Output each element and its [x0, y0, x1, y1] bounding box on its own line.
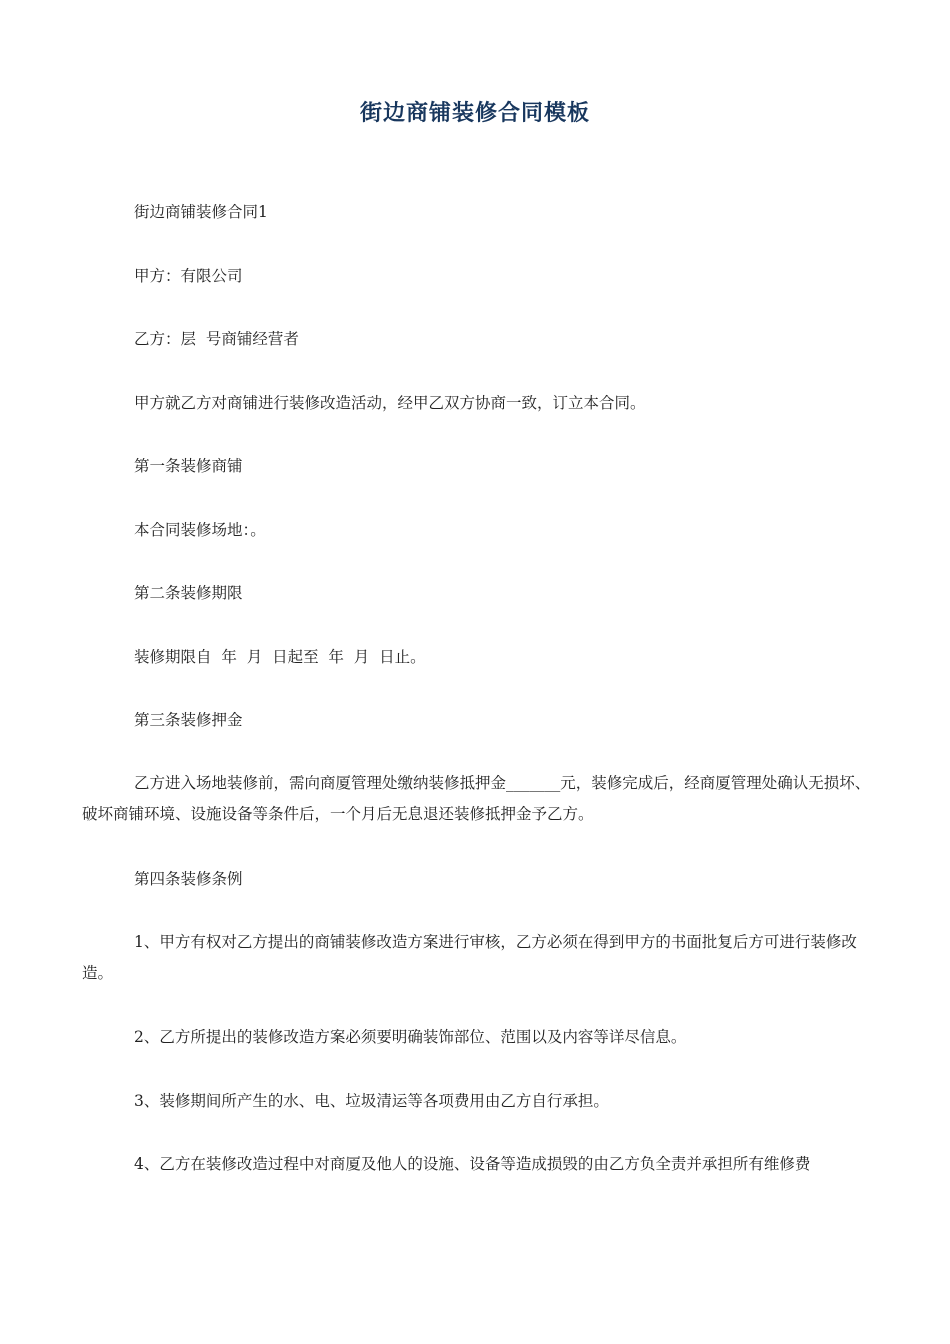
party-a: 甲方：有限公司: [134, 267, 243, 285]
article-1-heading: 第一条装修商铺: [134, 457, 243, 475]
article-4-item-3: 3、装修期间所产生的水、电、垃圾清运等各项费用由乙方自行承担。: [134, 1092, 609, 1110]
article-1-text: 本合同装修场地：。: [134, 521, 266, 539]
article-2-text: 装修期限自 年 月 日起至 年 月 日止。: [134, 648, 426, 666]
article-3-heading: 第三条装修押金: [134, 711, 243, 729]
party-b: 乙方：层 号商铺经营者: [134, 330, 299, 348]
preamble: 甲方就乙方对商铺进行装修改造活动，经甲乙双方协商一致，订立本合同。: [134, 394, 646, 412]
article-4-heading: 第四条装修条例: [134, 870, 243, 888]
article-4-item-2: 2、乙方所提出的装修改造方案必须要明确装饰部位、范围以及内容等详尽信息。: [134, 1028, 687, 1046]
article-4-item-1: 1、甲方有权对乙方提出的商铺装修改造方案进行审核，乙方必须在得到甲方的书面批复后方可进行装修改造。: [82, 933, 857, 982]
article-3-text: 乙方进入场地装修前，需向商厦管理处缴纳装修抵押金_______元，装修完成后，经商厦管理处确认无损坏、破坏商铺环境、设施设备等条件后，一个月后无息退还装修抵押金予乙方。: [82, 774, 871, 823]
article-2-heading: 第二条装修期限: [134, 584, 243, 602]
contract-heading: 街边商铺装修合同1: [134, 203, 268, 221]
article-4-item-4: 4、乙方在装修改造过程中对商厦及他人的设施、设备等造成损毁的由乙方负全责并承担所有维修费: [134, 1155, 811, 1173]
document-title: 街边商铺装修合同模板: [359, 100, 590, 126]
